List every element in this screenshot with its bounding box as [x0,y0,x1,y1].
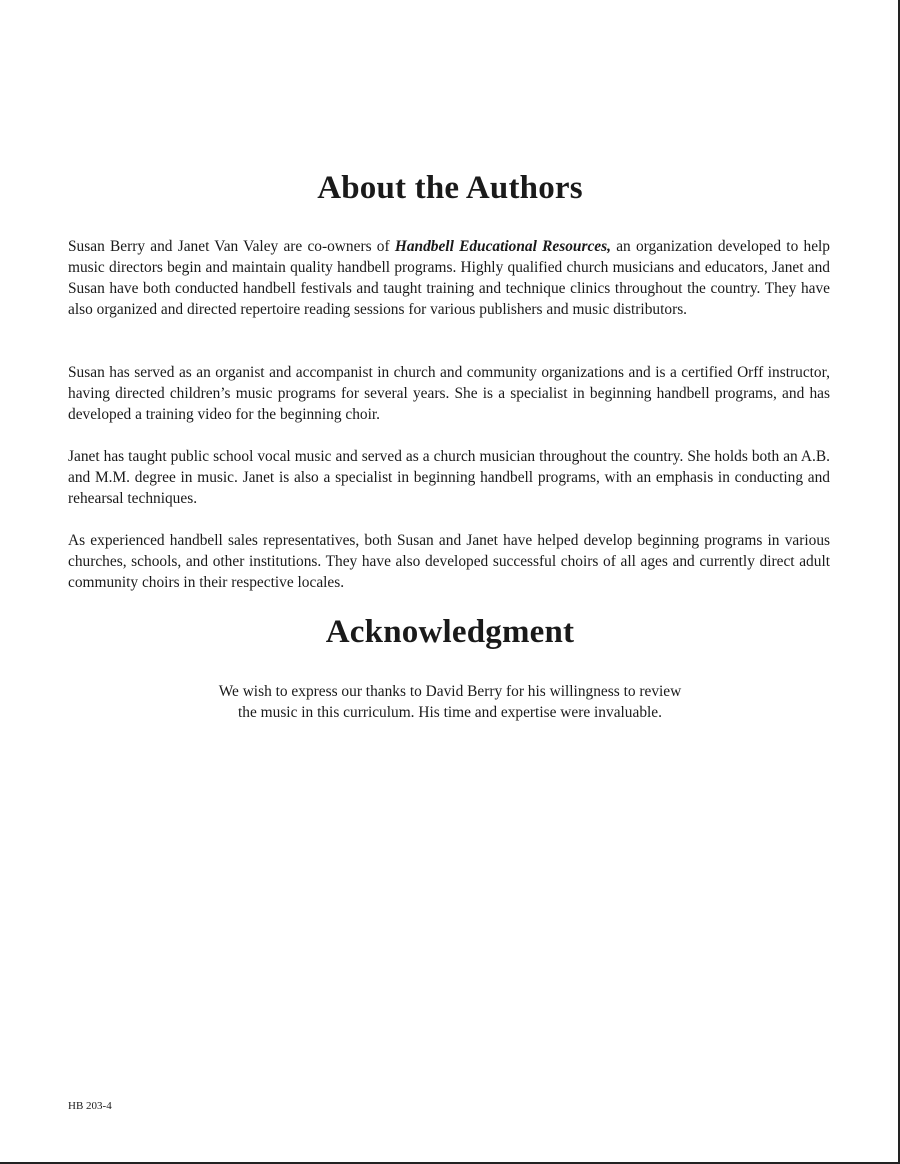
page-code: HB 203-4 [68,1100,112,1112]
paragraph-1-body: an organization developed to help music directors begin and maintain quality handbell programs. Highly qualified church musicians and educators, Janet and Susan have both conducted handbell festivals and taught training and technique clinics throughout the country. They have also organized and directed repertoire reading sessions for various publishers and music distributors. [68,238,830,318]
authors-paragraph-3: Janet has taught public school vocal music and served as a church musician throughout the country. She holds both an A.B. and M.M. degree in music. Janet is also a specialist in beginning handbell programs, with an emphasis in conducting and rehearsal techniques. [68,448,830,507]
acknowledgment-line-1: We wish to express our thanks to David Berry for his willingness to review [218,683,682,700]
acknowledgment-heading: Acknowledgment [325,614,575,650]
authors-paragraph-1 [68,236,830,320]
organization-name: Handbell Educational Resources, [394,238,611,255]
authors-heading: About the Authors [317,170,583,206]
acknowledgment-text [150,681,750,723]
paragraph-1-intro: Susan Berry and Janet Van Valey are co-owners of [68,238,395,255]
authors-paragraph-4: As experienced handbell sales representatives, both Susan and Janet have helped develop beginning programs in various churches, schools, and other institutions. They have also developed successful choirs of all ages and currently direct adult community choirs in their respective locales. [68,532,830,591]
authors-paragraph-2: Susan has served as an organist and accompanist in church and community organizations and is a certified Orff instructor, having directed children’s music programs for several years. She is a specialist in beginning handbell programs, and has developed a training video for the beginning choir. [68,364,830,423]
acknowledgment-line-2: the music in this curriculum. His time and expertise were invaluable. [238,704,662,721]
